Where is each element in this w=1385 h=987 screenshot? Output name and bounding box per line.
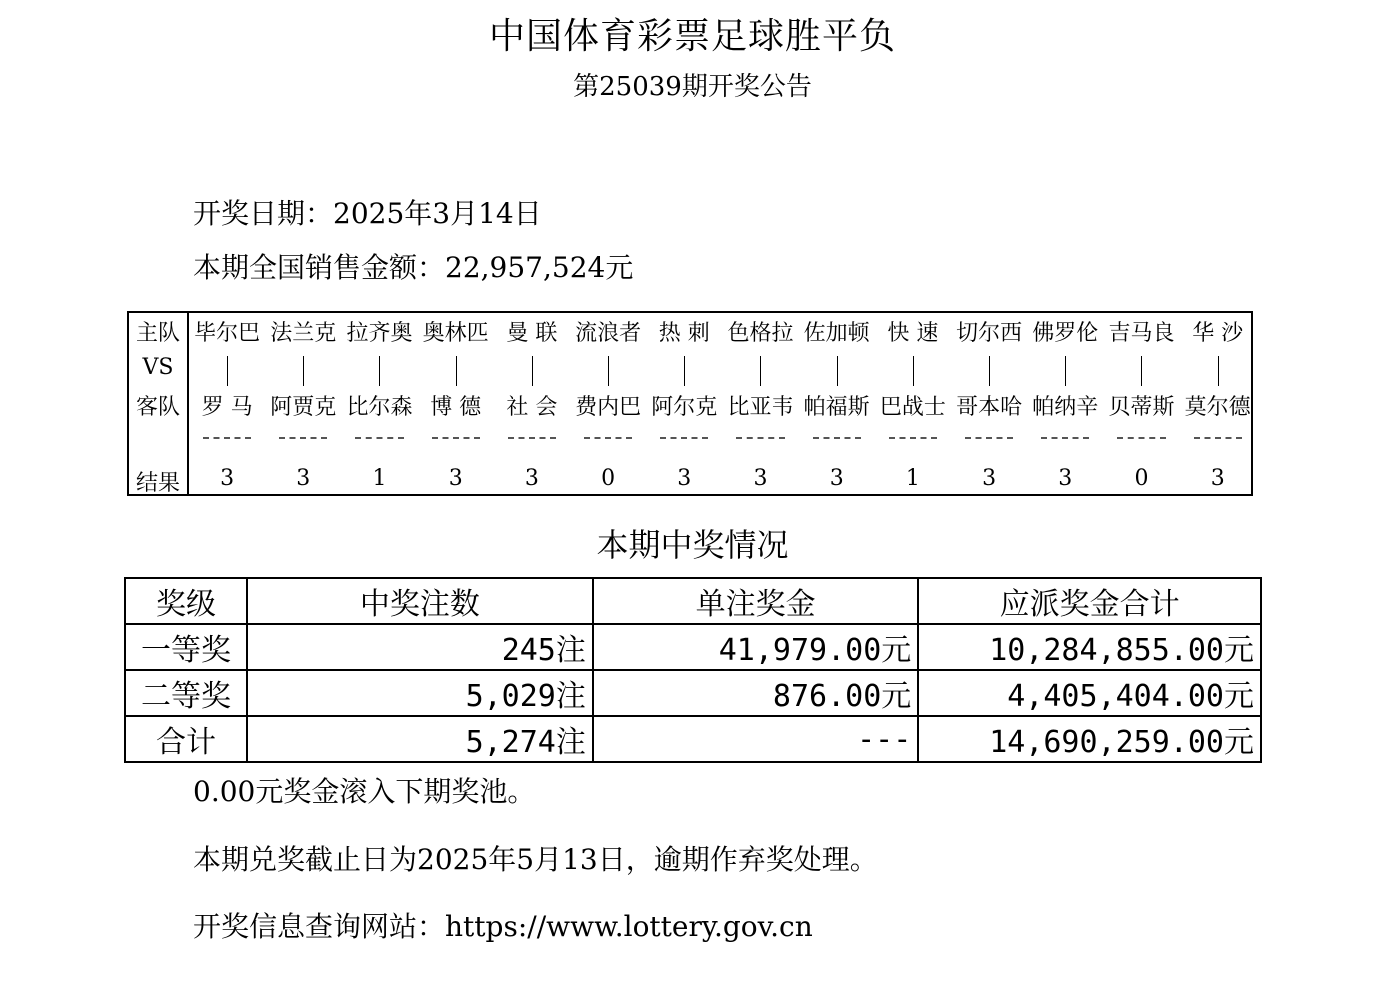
away-team: 社 会: [506, 395, 558, 420]
home-team: 流浪者: [575, 321, 642, 346]
prize-level: 一等奖: [125, 624, 247, 670]
match-label-column: [129, 313, 189, 494]
away-team: 帕纳辛: [1032, 395, 1099, 420]
match-result: 3: [448, 466, 463, 491]
vs-separator: [608, 356, 609, 386]
result-label: 结果: [135, 471, 180, 496]
vs-separator: [760, 356, 761, 386]
away-team: 阿贾克: [270, 395, 337, 420]
match-table: [127, 311, 1253, 496]
match-column: [265, 313, 341, 494]
dash-separator: [813, 437, 861, 439]
winner-count: 245注: [247, 624, 593, 670]
match-column: [1103, 313, 1179, 494]
vs-separator: [1141, 356, 1142, 386]
match-result: 1: [905, 466, 920, 491]
prize-level: 二等奖: [125, 670, 247, 716]
home-team: 奥林匹: [422, 321, 489, 346]
unit-prize: ---: [593, 716, 918, 762]
away-team: 费内巴: [575, 395, 642, 420]
match-result: 3: [829, 466, 844, 491]
match-result: 3: [1058, 466, 1073, 491]
dash-separator: [1194, 437, 1242, 439]
home-team: 快 速: [887, 321, 939, 346]
header-level: 奖级: [125, 578, 247, 624]
away-team: 帕福斯: [803, 395, 870, 420]
match-result: 0: [601, 466, 616, 491]
match-column: [570, 313, 646, 494]
vs-separator: [913, 356, 914, 386]
away-team: 比尔森: [346, 395, 413, 420]
vs-separator: [303, 356, 304, 386]
dash-separator: [508, 437, 556, 439]
away-team: 比亚韦: [727, 395, 794, 420]
prize-table: [124, 577, 1262, 763]
home-team: 吉马良: [1108, 321, 1175, 346]
prize-level: 合计: [125, 716, 247, 762]
vs-separator: [227, 356, 228, 386]
unit-prize: 876.00元: [593, 670, 918, 716]
page-title: 中国体育彩票足球胜平负: [488, 16, 896, 57]
deadline-note: 本期兑奖截止日为2025年5月13日，逾期作弃奖处理。: [193, 843, 878, 876]
total-prize: 10,284,855.00元: [918, 624, 1261, 670]
match-result: 1: [372, 466, 387, 491]
prize-row-first: [125, 624, 1261, 670]
header-count: 中奖注数: [247, 578, 593, 624]
match-column: [1027, 313, 1103, 494]
match-result: 3: [220, 466, 235, 491]
winner-count: 5,274注: [247, 716, 593, 762]
prize-row-total: [125, 716, 1261, 762]
vs-separator: [837, 356, 838, 386]
match-result: 3: [524, 466, 539, 491]
home-label: 主队: [135, 321, 180, 346]
total-prize: 14,690,259.00元: [918, 716, 1261, 762]
dash-separator: [889, 437, 937, 439]
match-column: [951, 313, 1027, 494]
dash-separator: [736, 437, 784, 439]
away-team: 哥本哈: [956, 395, 1023, 420]
rollover-note: 0.00元奖金滚入下期奖池。: [193, 775, 536, 808]
home-team: 华 沙: [1192, 321, 1244, 346]
away-team: 贝蒂斯: [1108, 395, 1175, 420]
prize-header-row: [125, 578, 1261, 624]
dash-separator: [432, 437, 480, 439]
vs-separator: [989, 356, 990, 386]
vs-separator: [684, 356, 685, 386]
match-result: 3: [296, 466, 311, 491]
away-label: 客队: [135, 395, 180, 420]
match-column: [418, 313, 494, 494]
vs-separator: [456, 356, 457, 386]
home-team: 色格拉: [727, 321, 794, 346]
match-column: [341, 313, 417, 494]
dash-separator: [355, 437, 403, 439]
away-team: 罗 马: [201, 395, 253, 420]
total-prize: 4,405,404.00元: [918, 670, 1261, 716]
vs-separator: [532, 356, 533, 386]
match-result: 3: [982, 466, 997, 491]
match-column: [494, 313, 570, 494]
away-team: 博 德: [430, 395, 482, 420]
prize-section-title: 本期中奖情况: [596, 526, 789, 564]
away-team: 莫尔德: [1184, 395, 1251, 420]
match-column: [722, 313, 798, 494]
header-unit-prize: 单注奖金: [593, 578, 918, 624]
home-team: 拉齐奥: [346, 321, 413, 346]
dash-separator: [279, 437, 327, 439]
vs-separator: [1218, 356, 1219, 386]
match-result: 3: [1210, 466, 1225, 491]
match-result: 3: [677, 466, 692, 491]
match-column: [1180, 313, 1256, 494]
issue-subtitle: 第25039期开奖公告: [573, 72, 812, 102]
draw-date: 开奖日期：2025年3月14日: [193, 197, 542, 230]
match-column: [799, 313, 875, 494]
home-team: 切尔西: [956, 321, 1023, 346]
vs-separator: [379, 356, 380, 386]
unit-prize: 41,979.00元: [593, 624, 918, 670]
away-team: 阿尔克: [651, 395, 718, 420]
match-column: [875, 313, 951, 494]
home-team: 法兰克: [270, 321, 337, 346]
dash-separator: [584, 437, 632, 439]
match-column: [189, 313, 265, 494]
vs-label: VS: [142, 355, 174, 380]
dash-separator: [1117, 437, 1165, 439]
vs-separator: [1065, 356, 1066, 386]
match-column: [646, 313, 722, 494]
match-result: 0: [1134, 466, 1149, 491]
prize-row-second: [125, 670, 1261, 716]
dash-separator: [203, 437, 251, 439]
home-team: 佛罗伦: [1032, 321, 1099, 346]
home-team: 热 刺: [658, 321, 710, 346]
winner-count: 5,029注: [247, 670, 593, 716]
home-team: 佐加顿: [803, 321, 870, 346]
away-team: 巴战士: [879, 395, 946, 420]
dash-separator: [1041, 437, 1089, 439]
home-team: 毕尔巴: [194, 321, 261, 346]
dash-separator: [965, 437, 1013, 439]
header-total-prize: 应派奖金合计: [918, 578, 1261, 624]
sales-amount: 本期全国销售金额：22,957,524元: [193, 251, 634, 284]
dash-separator: [660, 437, 708, 439]
match-result: 3: [753, 466, 768, 491]
home-team: 曼 联: [506, 321, 558, 346]
website-note: 开奖信息查询网站：https://www.lottery.gov.cn: [193, 910, 813, 943]
